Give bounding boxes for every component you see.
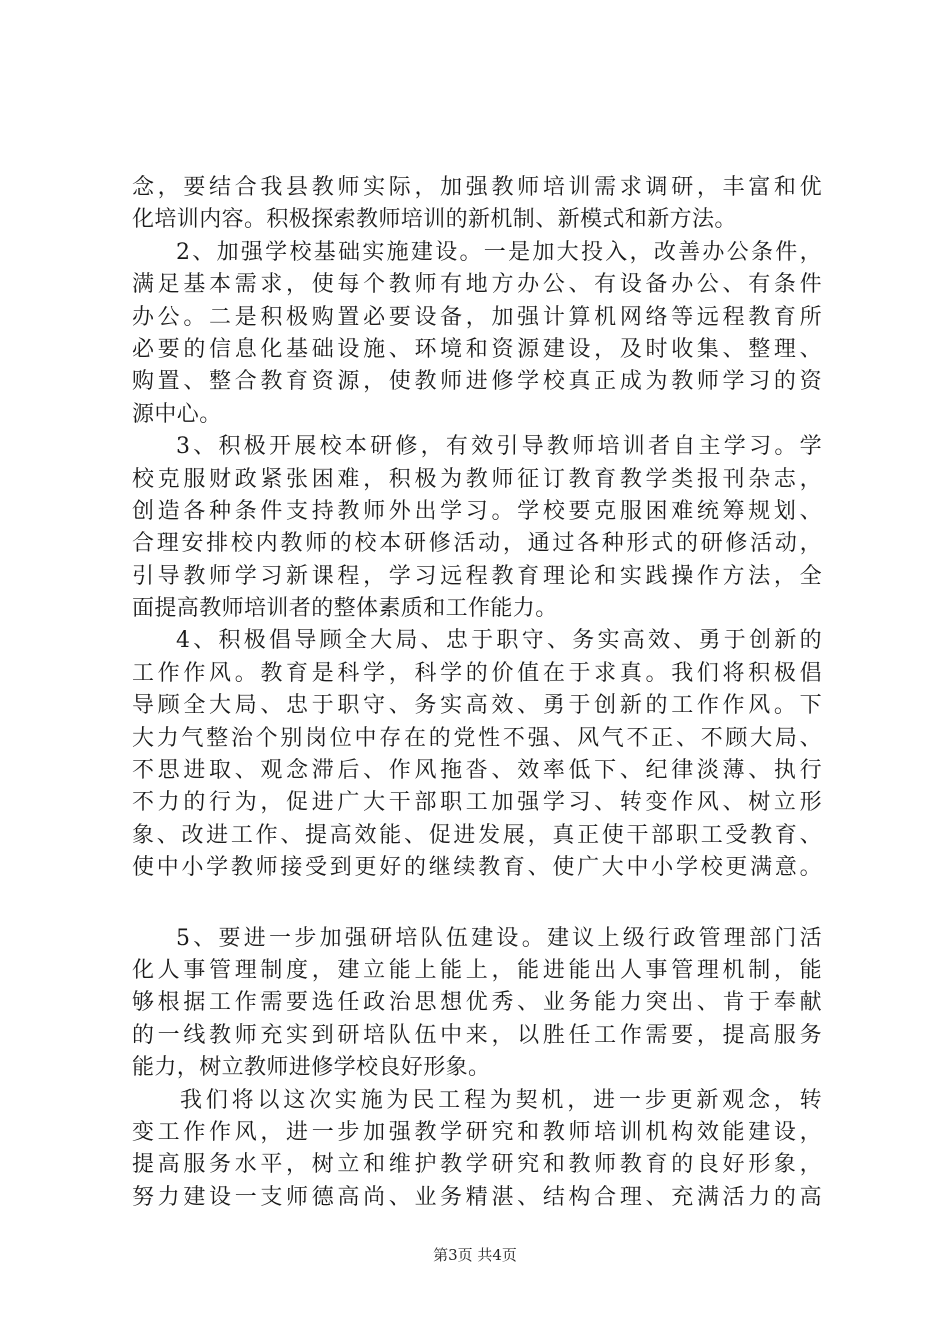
document-body (132, 172, 822, 1214)
text-line: 购置、整合教育资源，使教师进修学校真正成为教师学习的资 (132, 369, 822, 395)
text-line: 化人事管理制度，建立能上能上，能进能出人事管理机制，能 (132, 957, 822, 983)
text-line: 源中心。 (132, 401, 222, 427)
paragraph-first-line: 5、要进一步加强研培队伍建设。建议上级行政管理部门活 (176, 925, 822, 951)
text-line: 努力建设一支师德高尚、业务精湛、结构合理、充满活力的高 (132, 1184, 822, 1210)
text-line: 念，要结合我县教师实际，加强教师培训需求调研，丰富和优 (132, 175, 822, 200)
text-line: 满足基本需求，使每个教师有地方办公、有设备办公、有条件 (132, 272, 822, 298)
text-line: 的一线教师充实到研培队伍中来，以胜任工作需要，提高服务 (132, 1022, 822, 1048)
paragraph-first-line: 4、积极倡导顾全大局、忠于职守、务实高效、勇于创新的 (176, 628, 822, 654)
text-line: 不力的行为，促进广大干部职工加强学习、转变作风、树立形 (132, 790, 822, 816)
text-line: 校克服财政紧张困难，积极为教师征订教育教学类报刊杂志， (132, 466, 822, 492)
paragraph-first-line: 3、积极开展校本研修，有效引导教师培训者自主学习。学 (176, 434, 822, 460)
text-line: 面提高教师培训者的整体素质和工作能力。 (132, 596, 558, 622)
text-line: 使中小学教师接受到更好的继续教育、使广大中小学校更满意。 (132, 855, 822, 881)
text-line: 导顾全大局、忠于职守、务实高效、勇于创新的工作作风。下 (132, 693, 822, 719)
text-line: 能力，树立教师进修学校良好形象。 (132, 1055, 491, 1081)
text-line: 创造各种条件支持教师外出学习。学校要克服困难统筹规划、 (132, 498, 822, 524)
paragraph-first-line: 2、加强学校基础实施建设。一是加大投入，改善办公条件， (176, 239, 822, 265)
text-line: 引导教师学习新课程，学习远程教育理论和实践操作方法，全 (132, 563, 822, 589)
page-footer: 第3页 共4页 (433, 1246, 517, 1264)
paragraph-gap (132, 885, 822, 923)
text-line: 办公。二是积极购置必要设备，加强计算机网络等远程教育所 (132, 304, 822, 330)
text-line: 大力气整治个别岗位中存在的党性不强、风气不正、不顾大局、 (132, 725, 822, 751)
text-line: 化培训内容。积极探索教师培训的新机制、新模式和新方法。 (132, 207, 737, 233)
paragraph-first-line: 我们将以这次实施为民工程为契机，进一步更新观念，转 (180, 1087, 822, 1113)
text-line: 必要的信息化基础设施、环境和资源建设，及时收集、整理、 (132, 336, 822, 362)
text-line: 提高服务水平，树立和维护教学研究和教师教育的良好形象， (132, 1152, 822, 1178)
text-line: 合理安排校内教师的校本研修活动，通过各种形式的研修活动， (132, 531, 822, 557)
text-line: 变工作作风，进一步加强教学研究和教师培训机构效能建设， (132, 1119, 822, 1145)
text-line: 够根据工作需要选任政治思想优秀、业务能力突出、肯于奉献 (132, 990, 822, 1016)
text-line: 工作作风。教育是科学，科学的价值在于求真。我们将积极倡 (132, 660, 822, 686)
text-line: 象、改进工作、提高效能、促进发展，真正使干部职工受教育、 (132, 822, 822, 848)
text-line: 不思进取、观念滞后、作风拖沓、效率低下、纪律淡薄、执行 (132, 758, 822, 784)
